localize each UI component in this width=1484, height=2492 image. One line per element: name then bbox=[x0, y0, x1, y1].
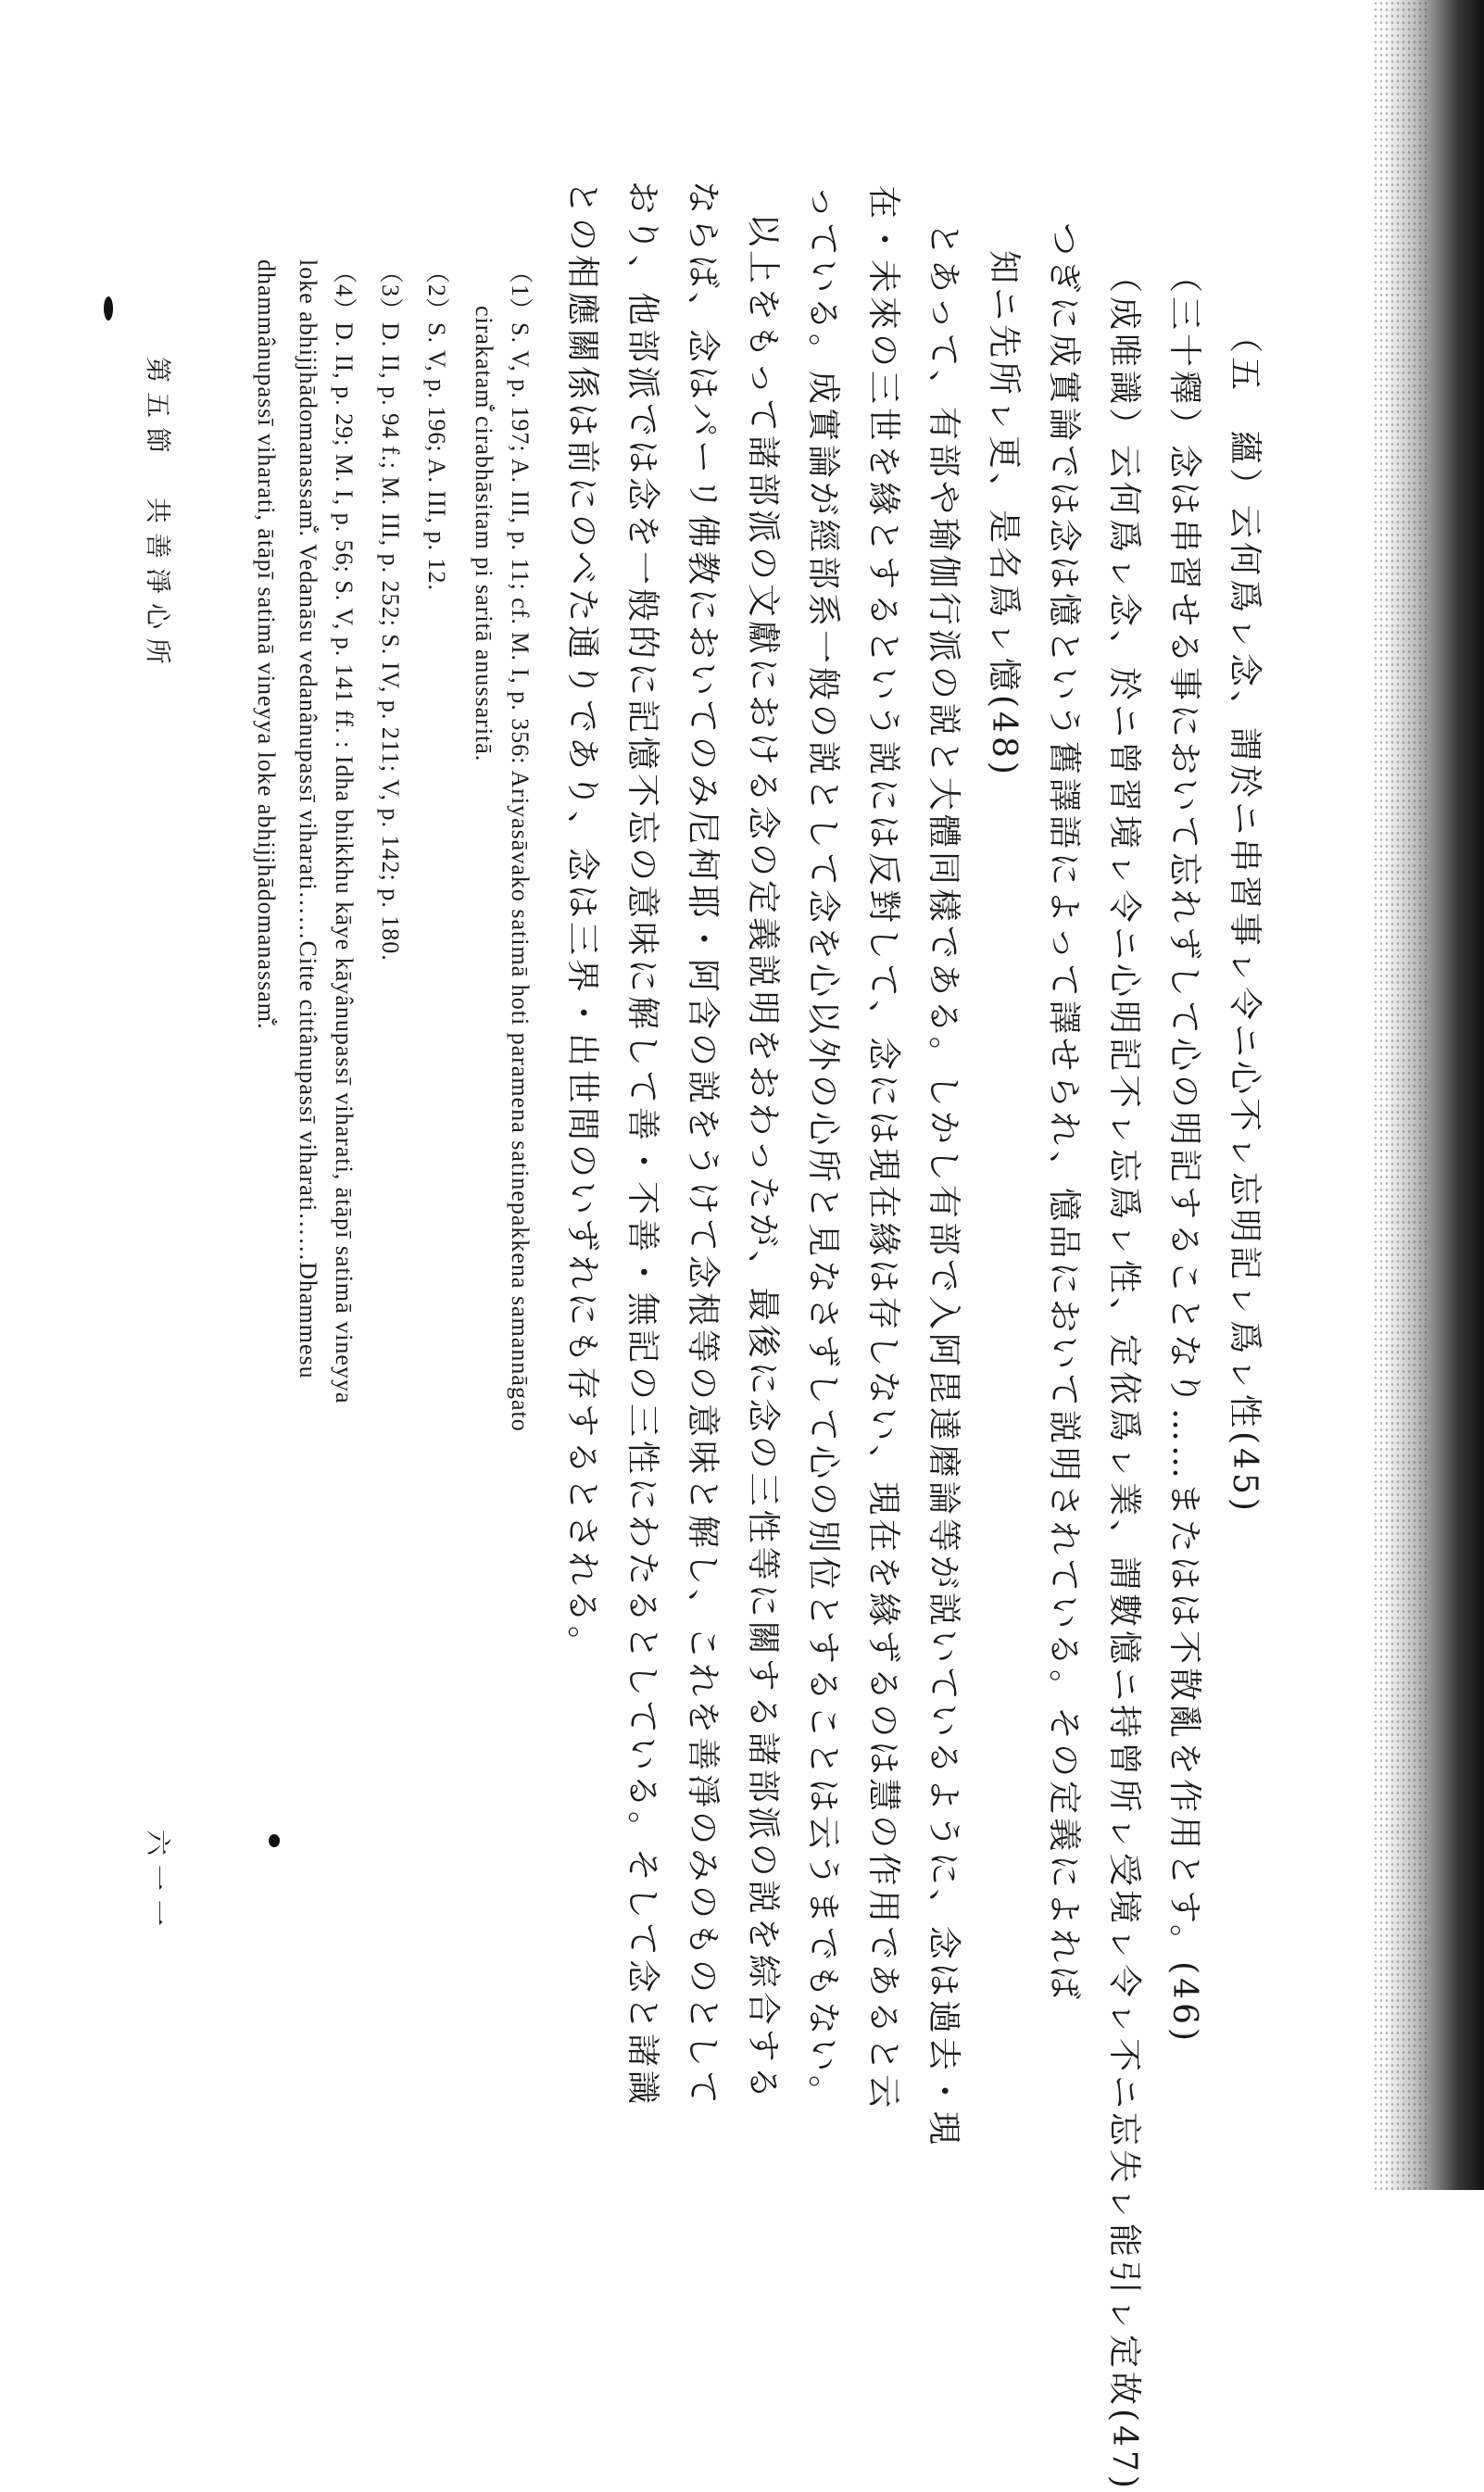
ink-blot bbox=[269, 1834, 280, 1847]
body-line: （成唯識）云何爲ㇾ念、於ニ曾習境ㇾ令ニ心明記不ㇾ忘爲ㇾ性、定依爲ㇾ業、謂數憶ニ持曾所ㇾ受境ㇾ令ㇾ不ニ忘失ㇾ能引ㇾ定故(47) bbox=[1105, 259, 1143, 2492]
body-line: おり、他部派では念を一般的に記憶不忘の意味に解して善・不善・無記の三性にわたるとしている。そして念と諸識 bbox=[623, 181, 661, 2108]
body-line: とあって、有部や瑜伽行派の説と大體同樣である。しかし有部で入阿毘達磨論等が説いているように、念は過去・現 bbox=[924, 222, 962, 2148]
section-title: 第五節 共善淨心所 bbox=[143, 357, 173, 674]
footnote-line: （1）S. V, p. 197; A. III, p. 11; cf. M. I, p. 356: Ariyasāvako satimā hoti paramena satinepakkena samannāgato bbox=[507, 259, 534, 1432]
footnote-line: （2）S. V, p. 196; A. III, p. 12. bbox=[423, 259, 450, 591]
body-line: 以上をもって諸部派の文獻における念の定義説明をおわったが、最後に念の三性等に關する諸部派の説を綜合する bbox=[744, 213, 782, 2103]
footnote-line: （3）D. II, p. 94 f.; M. III, p. 252; S. IV, p. 211; V, p. 142; p. 180. bbox=[377, 259, 404, 962]
body-line: ならば、念はパーリ佛教においてのみ尼柯耶・阿含の説をうけて念根等の意味と解し、これを善淨のみのものとして bbox=[684, 181, 722, 2108]
body-line: 在・未來の三世を緣とするという説には反對して、念には現在緣は存しない、現在を緣ずるのは慧の作用であると云 bbox=[864, 185, 902, 2112]
footnote-line: （4）D. II, p. 29; M. I, p. 56; S. V, p. 141 ff. : Idha bhikkhu kāye kāyânupassī viharati, ātāpī satimā vineyya bbox=[331, 259, 358, 1404]
footnote-line: cirakatam̐ cirabhāsitam pi saritā anussaritā. bbox=[471, 306, 497, 762]
body-line: （三十釋）念は串習せる事において忘れずして心の明記することなり……またはは不散亂を作用とす。(46) bbox=[1165, 259, 1203, 2045]
footnote-line: dhammânupassī viharati, ātāpī satimā vineyya loke abhijjhādomanassam̐. bbox=[253, 259, 280, 1030]
body-line: 知ニ先所ㇾ更、是名爲ㇾ憶(48) bbox=[985, 250, 1023, 778]
page-number: 六一一 bbox=[143, 1830, 173, 1936]
ink-blot bbox=[104, 296, 113, 321]
body-line: つぎに成實論では念は憶という舊譯語によって譯せられ、憶品において説明されている。その定義によれば bbox=[1045, 222, 1083, 2004]
body-line: （五 蘊）云何爲ㇾ念、謂於ニ串習事ㇾ令ニ心不ㇾ忘明記ㇾ爲ㇾ性(45) bbox=[1226, 320, 1264, 1515]
footnote-line: loke abhijjhādomanassam̐. Vedanāsu vedanânupassī viharati……Citte cittânupassī viharati……Dhammesu bbox=[295, 259, 321, 1379]
body-line: との相應關係は前にのべた通りであり、念は三界・出世間のいずれにも存するとされる。 bbox=[563, 181, 601, 1664]
body-line: っている。成實論が經部系一般の説として念を心以外の心所と見なさずして心の別位とすることは云うまでもない。 bbox=[804, 185, 842, 2113]
